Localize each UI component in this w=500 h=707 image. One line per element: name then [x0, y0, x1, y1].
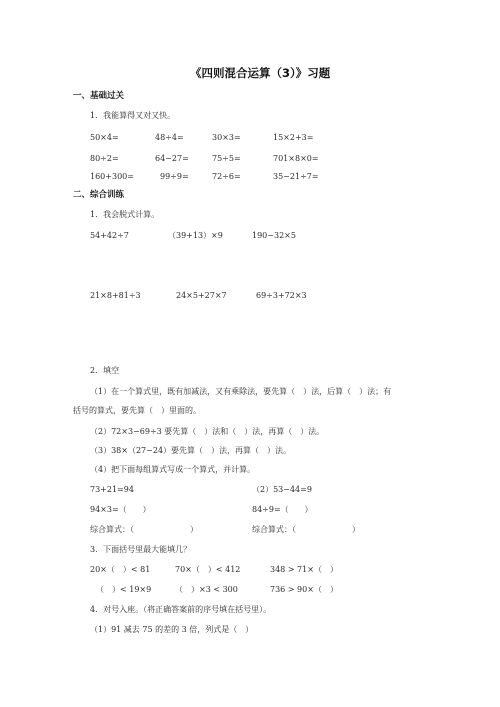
group-1-combined: 综合算式：（ ）	[90, 525, 198, 534]
calculation-item: （39+13）×9	[168, 231, 223, 240]
inequality-item: （ ）×3 < 300	[175, 585, 238, 594]
exercise-item: 48÷4=	[155, 133, 184, 142]
group-1-step-2: 94×3=（ ）	[90, 505, 151, 514]
calculation-item: 190−32×5	[252, 231, 296, 240]
section-heading-basic: 一、基础过关	[73, 91, 125, 101]
question-2-prompt: 2．填空	[90, 366, 120, 375]
inequality-item: 348 > 71×（ ）	[270, 565, 338, 574]
group-2-combined: 综合算式：（ ）	[252, 525, 360, 534]
question-4-prompt: 4．对号入座。（将正确答案前的序号填在括号里）。	[90, 605, 272, 614]
inequality-item: （ ）< 19×9	[96, 585, 152, 594]
calculation-item: 69÷3+72×3	[256, 291, 307, 300]
exercise-item: 75÷5=	[212, 154, 241, 163]
fill-blank-4: （4）把下面每组算式写成一个算式，并计算。	[90, 465, 256, 474]
exercise-item: 701×8×0=	[273, 154, 319, 163]
exercise-item: 64−27=	[155, 154, 189, 163]
calculation-item: 24×5+27×7	[176, 291, 227, 300]
fill-blank-2: （2）72×3−69÷3 要先算（ ）法和（ ）法，再算（ ）法。	[90, 427, 325, 436]
fill-blank-3: （3）38×（27−24）要先算（ ）法，再算（ ）法。	[90, 446, 292, 455]
group-2-step-2: 84÷9=（ ）	[252, 505, 313, 514]
calculation-item: 54+42÷7	[90, 231, 129, 240]
inequality-item: 70×（ ）< 412	[175, 565, 241, 574]
question-4-item-1: （1）91 减去 75 的差的 3 倍，列式是（ ）	[90, 625, 254, 634]
worksheet-title: 《四则混合运算（3）》习题	[190, 66, 331, 80]
exercise-item: 15×2+3=	[273, 133, 314, 142]
fill-blank-1: （1）在一个算式里，既有加减法，又有乘除法，要先算（ ）法，后算（ ）法；有	[90, 387, 392, 396]
exercise-item: 99÷9=	[160, 172, 189, 181]
exercise-item: 50×4=	[90, 133, 119, 142]
inequality-item: 736 > 90×（ ）	[270, 585, 338, 594]
question-1-prompt: 1．我会脱式计算。	[90, 210, 160, 219]
inequality-item: 20×（ ）< 81	[90, 565, 151, 574]
exercise-item: 30×3=	[212, 133, 241, 142]
question-3-prompt: 3．下面括号里最大能填几？	[90, 545, 192, 554]
section-heading-comprehensive: 二、综合训练	[73, 190, 125, 200]
calculation-item: 21×8+81÷3	[90, 291, 141, 300]
group-2-step-1: （2）53−44=9	[252, 485, 312, 494]
question-1-prompt: 1．我能算得又对又快。	[90, 111, 176, 120]
exercise-item: 160+300=	[90, 172, 134, 181]
exercise-item: 35−21÷7=	[273, 172, 319, 181]
exercise-item: 72÷6=	[212, 172, 241, 181]
group-1-step-1: 73+21=94	[90, 485, 134, 494]
fill-blank-1-cont: 括号的算式，要先算（ ）里面的。	[73, 406, 201, 415]
exercise-item: 80÷2=	[90, 154, 119, 163]
